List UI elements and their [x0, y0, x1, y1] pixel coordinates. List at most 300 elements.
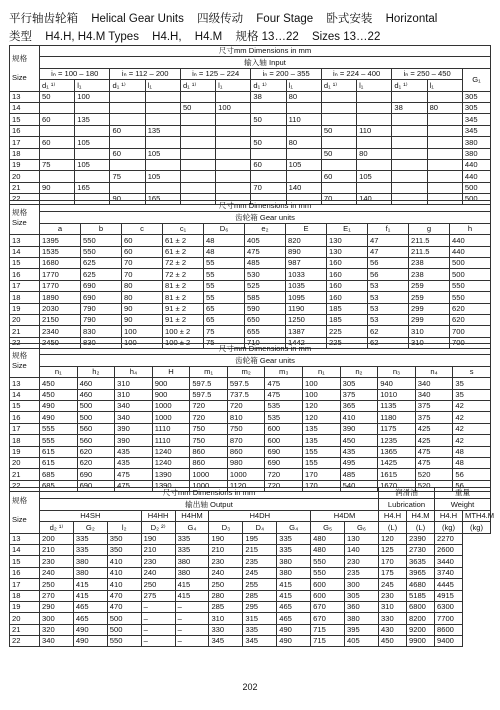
table-cell: 250	[209, 579, 243, 590]
table-cell: 555	[40, 435, 78, 446]
table-row	[10, 280, 491, 291]
table-cell: 80	[427, 102, 462, 113]
table-cell: 430	[379, 624, 407, 635]
table-cell: 17	[10, 137, 40, 148]
section-label: 齿轮箱 Gear units	[40, 355, 491, 366]
table-row	[10, 636, 491, 647]
table-cell: 1250	[286, 314, 327, 325]
table-row	[10, 435, 491, 446]
table-cell	[180, 137, 215, 148]
table-cell: 50	[251, 114, 286, 125]
table-cell: 600	[265, 435, 303, 446]
table-cell: 235	[345, 567, 379, 578]
table-cell: 22	[10, 480, 40, 491]
table-cell: 1035	[286, 280, 327, 291]
table-cell: 285	[209, 601, 243, 612]
table-cell: 550	[107, 636, 141, 647]
table-cell	[110, 91, 145, 102]
table-cell: 405	[345, 636, 379, 647]
column-header: d₁ ¹⁾	[110, 80, 145, 91]
table-cell: 56	[453, 469, 491, 480]
table-cell: 80	[122, 280, 163, 291]
table-cell: 2730	[407, 544, 435, 555]
table-row	[10, 292, 491, 303]
table-cell: 350	[107, 533, 141, 544]
table-cell: 2150	[40, 314, 81, 325]
table-cell: 130	[327, 235, 368, 246]
column-header: l₁	[145, 80, 180, 91]
table-cell: 80	[286, 137, 321, 148]
table-cell	[321, 102, 356, 113]
table-cell: 1010	[378, 389, 416, 400]
table-cell: 1770	[40, 280, 81, 291]
table-cell: 105	[75, 159, 110, 170]
table-cell: 55	[204, 269, 245, 280]
table-cell: 1110	[152, 435, 190, 446]
table-cell: 615	[40, 457, 78, 468]
table-cell	[110, 102, 145, 113]
table-cell	[180, 91, 215, 102]
table-cell	[180, 125, 215, 136]
table-cell: 310	[115, 389, 153, 400]
table-cell	[427, 148, 462, 159]
table-cell: 330	[379, 613, 407, 624]
table-cell: 460	[77, 389, 115, 400]
table-cell: 100	[122, 337, 163, 348]
table-cell: 240	[209, 567, 243, 578]
table-cell: 19	[10, 303, 40, 314]
table-cell: 53	[368, 303, 409, 314]
table-cell: 415	[175, 579, 209, 590]
table-cell: 440	[462, 171, 490, 182]
title-cn: 平行轴齿轮箱	[9, 13, 78, 25]
column-header: G₅	[311, 522, 345, 533]
table-cell	[145, 159, 180, 170]
table-cell: 310	[209, 613, 243, 624]
table-cell: 625	[81, 269, 122, 280]
table-cell: 500	[450, 257, 491, 268]
table-cell: 80	[357, 148, 392, 159]
ratio-range: iₙ = 125 – 224	[180, 68, 250, 79]
table-cell: 305	[462, 102, 490, 113]
table-cell: 1190	[286, 303, 327, 314]
column-header: d₁ ¹⁾	[180, 80, 215, 91]
table-cell: 50	[180, 102, 215, 113]
table-cell: 1240	[152, 446, 190, 457]
table-cell: 490	[73, 624, 107, 635]
table-cell: 14	[10, 544, 40, 555]
table-cell: 310	[409, 326, 450, 337]
table-cell: 81 ± 2	[163, 280, 204, 291]
table-cell	[321, 91, 356, 102]
table-cell: 490	[40, 400, 78, 411]
table-cell: 3965	[407, 567, 435, 578]
table-cell: 47	[368, 246, 409, 257]
table-cell	[357, 182, 392, 193]
table-cell: 53	[368, 314, 409, 325]
table-cell: 50	[321, 125, 356, 136]
table-cell: 120	[303, 400, 341, 411]
table-cell: 1120	[227, 480, 265, 491]
table-cell: 9200	[407, 624, 435, 635]
table-cell: 710	[245, 337, 286, 348]
column-header: n₄	[415, 366, 453, 377]
table-cell	[392, 125, 427, 136]
column-header: d₁ ¹⁾	[251, 80, 286, 91]
table-cell: 890	[286, 246, 327, 257]
table-cell: 53	[368, 280, 409, 291]
table-cell: 48	[204, 235, 245, 246]
table-cell: 860	[190, 446, 228, 457]
table-cell: 310	[379, 601, 407, 612]
table-cell: 240	[40, 567, 74, 578]
table-cell: 38	[392, 102, 427, 113]
table-cell: 600	[311, 590, 345, 601]
table-cell: 830	[81, 337, 122, 348]
table-cell: 211.5	[409, 235, 450, 246]
table-cell: 460	[77, 378, 115, 389]
table-cell: 21	[10, 326, 40, 337]
column-header-row	[10, 522, 491, 533]
table-cell: 535	[265, 412, 303, 423]
table-cell: 100	[303, 378, 341, 389]
table-row	[10, 446, 491, 457]
section-label: 输入轴 Input	[40, 57, 491, 68]
table-cell: 285	[243, 590, 277, 601]
table-cell: 305	[345, 590, 379, 601]
table-cell: 375	[415, 412, 453, 423]
table-cell: 480	[311, 544, 345, 555]
table-cell	[392, 159, 427, 170]
column-header: G₂	[73, 522, 107, 533]
table-body	[10, 91, 491, 205]
column-header: b	[81, 223, 122, 234]
table-cell: 500	[462, 194, 490, 205]
table-cell: 310	[409, 337, 450, 348]
table-cell: 340	[115, 400, 153, 411]
table-cell: –	[141, 636, 175, 647]
table-cell: 3635	[407, 556, 435, 567]
table-cell: 19	[10, 446, 40, 457]
table-cell: 65	[204, 303, 245, 314]
table-cell: 550	[81, 246, 122, 257]
column-header: G₆	[345, 522, 379, 533]
table-row	[10, 246, 491, 257]
table-cell: 20	[10, 613, 40, 624]
table-cell: 170	[303, 469, 341, 480]
table-cell: 615	[40, 446, 78, 457]
table-cell: 670	[311, 613, 345, 624]
table-cell: 80	[286, 91, 321, 102]
table-cell: 485	[245, 257, 286, 268]
table-cell: 18	[10, 435, 40, 446]
table-cell: 100	[122, 326, 163, 337]
table-cell: 550	[450, 280, 491, 291]
table-cell: 520	[415, 480, 453, 491]
table-cell: 5185	[407, 590, 435, 601]
table-row	[10, 469, 491, 480]
table-cell: 870	[227, 435, 265, 446]
table-cell	[392, 137, 427, 148]
table-cell: 435	[340, 446, 378, 457]
table-cell: 100 ± 2	[163, 326, 204, 337]
table-cell: 380	[175, 567, 209, 578]
table-row	[10, 182, 491, 193]
table-cell: 450	[40, 389, 78, 400]
table-cell: 1770	[40, 269, 81, 280]
table-cell	[251, 102, 286, 113]
table-cell	[110, 182, 145, 193]
types-en: H4.H, H4.M Types	[45, 31, 139, 43]
table-cell: 690	[81, 292, 122, 303]
table-cell: 22	[10, 636, 40, 647]
table-cell: 9900	[407, 636, 435, 647]
table-cell: 4445	[435, 579, 463, 590]
table-cell: 1000	[152, 412, 190, 423]
table-cell: 4680	[407, 579, 435, 590]
weight-sub-header: H4.H	[435, 510, 463, 521]
table-cell: 135	[145, 125, 180, 136]
table-body	[10, 235, 491, 349]
lubrication-title-cn: 润滑油	[379, 488, 435, 499]
table-cell: 415	[277, 590, 311, 601]
table-cell: 940	[378, 378, 416, 389]
table-cell: 9400	[435, 636, 463, 647]
table-cell: 465	[73, 613, 107, 624]
table-cell: 1890	[40, 292, 81, 303]
table-cell: 700	[450, 326, 491, 337]
table-cell	[145, 91, 180, 102]
table-cell: 16	[10, 269, 40, 280]
header-line-2	[9, 28, 390, 44]
table-cell: 105	[145, 171, 180, 182]
table-cell: 340	[115, 412, 153, 423]
table-cell: 225	[327, 326, 368, 337]
column-header: c₁	[163, 223, 204, 234]
title-en: Helical Gear Units	[91, 13, 184, 25]
table-cell: 485	[340, 469, 378, 480]
dims-label: 尺寸mm Dimensions in mm	[40, 201, 491, 212]
table-cell: 345	[462, 125, 490, 136]
table-cell: 160	[327, 292, 368, 303]
table-cell: 42	[453, 400, 491, 411]
section-label: 输出轴 Output	[40, 499, 379, 510]
weight-title-cn: 重量	[435, 488, 491, 499]
table-cell	[392, 182, 427, 193]
table-cell: 165	[145, 194, 180, 205]
table-cell: 465	[73, 601, 107, 612]
column-header: e₂	[245, 223, 286, 234]
table-cell: 625	[81, 257, 122, 268]
table-cell: 13	[10, 378, 40, 389]
table-cell: 70	[122, 257, 163, 268]
table-cell: 375	[415, 400, 453, 411]
table-cell: 1387	[286, 326, 327, 337]
table-cell: –	[141, 624, 175, 635]
stage-cn: 四级传动	[197, 13, 244, 25]
table-cell	[216, 148, 251, 159]
column-header: d₁ ¹⁾	[321, 80, 356, 91]
table-cell: 440	[450, 246, 491, 257]
table-cell: 1390	[152, 480, 190, 491]
table-cell: 110	[357, 125, 392, 136]
table-cell: 470	[107, 590, 141, 601]
table-cell	[216, 159, 251, 170]
table-cell: 130	[327, 246, 368, 257]
table-cell: 475	[265, 378, 303, 389]
table-cell: 35	[453, 389, 491, 400]
table-cell	[75, 102, 110, 113]
column-header: n₂	[340, 366, 378, 377]
table-cell: 620	[450, 303, 491, 314]
type-m: H4.M	[194, 31, 223, 43]
size-en: Sizes 13…22	[311, 31, 381, 43]
table-cell: 335	[277, 544, 311, 555]
table-cell: 655	[245, 326, 286, 337]
table-row	[10, 269, 491, 280]
table-cell: 100	[303, 389, 341, 400]
table-cell: 425	[415, 435, 453, 446]
table-row	[10, 544, 491, 555]
column-header: l₁	[427, 80, 462, 91]
table-row	[10, 412, 491, 423]
table-cell: 335	[175, 533, 209, 544]
table-cell: 450	[40, 378, 78, 389]
table-row	[10, 579, 491, 590]
table-cell: 380	[277, 556, 311, 567]
table-cell: 295	[243, 601, 277, 612]
table-cell: 110	[286, 114, 321, 125]
column-header: n₁	[303, 366, 341, 377]
table-cell: 90	[40, 182, 75, 193]
table-cell: 48	[204, 246, 245, 257]
table-cell: 550	[81, 235, 122, 246]
table-cell: 80	[122, 292, 163, 303]
table-cell: 280	[209, 590, 243, 601]
column-header-row	[10, 223, 491, 234]
mount-cn: 卧式安装	[326, 13, 373, 25]
table-cell: 13	[10, 91, 40, 102]
table-cell: 330	[209, 624, 243, 635]
table-cell: 475	[415, 457, 453, 468]
column-header: m₃	[265, 366, 303, 377]
table-cell: 17	[10, 579, 40, 590]
table-cell: 500	[107, 624, 141, 635]
table-cell: –	[141, 601, 175, 612]
table-cell: 380	[73, 567, 107, 578]
table-cell: 61 ± 2	[163, 235, 204, 246]
table-cell: 830	[81, 326, 122, 337]
table-cell	[40, 148, 75, 159]
table-cell: 14	[10, 102, 40, 113]
table-cell	[357, 91, 392, 102]
g1-header: G₁	[462, 68, 490, 91]
table-cell: 720	[227, 400, 265, 411]
table-cell: 395	[345, 624, 379, 635]
table-row	[10, 601, 491, 612]
column-header: n₃	[378, 366, 416, 377]
table-cell: –	[175, 636, 209, 647]
table-cell: 56	[368, 257, 409, 268]
table-cell: 245	[379, 579, 407, 590]
variant-label: H4DM	[311, 510, 379, 521]
table-cell: 620	[77, 457, 115, 468]
table-cell: 500	[462, 182, 490, 193]
table-cell	[145, 102, 180, 113]
table-cell	[216, 125, 251, 136]
column-header: G₄	[277, 522, 311, 533]
table-cell: 305	[462, 91, 490, 102]
table-cell: 1000	[190, 480, 228, 491]
table-cell: 590	[245, 303, 286, 314]
table-cell	[392, 171, 427, 182]
table-cell: 715	[311, 636, 345, 647]
table-cell: 1240	[152, 457, 190, 468]
table-cell: 1175	[378, 423, 416, 434]
table-cell: 2600	[435, 544, 463, 555]
column-header: H	[152, 366, 190, 377]
table-cell: 91 ± 2	[163, 314, 204, 325]
table-cell: 440	[450, 235, 491, 246]
column-header: m₂	[227, 366, 265, 377]
table-cell: 60	[110, 125, 145, 136]
table-cell: 210	[40, 544, 74, 555]
table-cell	[427, 182, 462, 193]
table-cell: 1135	[378, 400, 416, 411]
column-header: m₁	[190, 366, 228, 377]
table-cell: 560	[77, 423, 115, 434]
table-cell	[216, 182, 251, 193]
column-header: h₂	[77, 366, 115, 377]
table-cell	[321, 137, 356, 148]
table-cell: 465	[277, 601, 311, 612]
table-cell: 48	[453, 457, 491, 468]
column-header: h	[450, 223, 491, 234]
table-cell: 16	[10, 412, 40, 423]
table-cell: 480	[311, 533, 345, 544]
table-cell: 335	[73, 544, 107, 555]
table-row	[10, 613, 491, 624]
table-cell	[40, 171, 75, 182]
table-cell: 250	[40, 579, 74, 590]
gear-units-table-a	[9, 200, 491, 349]
table-cell: 53	[368, 292, 409, 303]
table-cell: 259	[409, 292, 450, 303]
table-cell: 8200	[407, 613, 435, 624]
input-shaft-table	[9, 45, 491, 205]
table-cell: 597.5	[190, 378, 228, 389]
table-cell: 200	[40, 533, 74, 544]
column-header: E	[286, 223, 327, 234]
table-cell: 335	[175, 544, 209, 555]
table-cell: 55	[204, 292, 245, 303]
table-cell	[392, 148, 427, 159]
column-header: D₆	[204, 223, 245, 234]
table-cell: 1365	[378, 446, 416, 457]
table-cell	[251, 148, 286, 159]
table-cell: 170	[303, 480, 341, 491]
table-cell: 18	[10, 590, 40, 601]
table-cell: 345	[462, 114, 490, 125]
variant-label: H4SH	[40, 510, 142, 521]
table-cell	[427, 91, 462, 102]
table-cell: 2270	[435, 533, 463, 544]
table-cell	[180, 171, 215, 182]
table-cell: 21	[10, 182, 40, 193]
table-cell: 18	[10, 292, 40, 303]
table-cell: 390	[115, 423, 153, 434]
table-cell: 299	[409, 314, 450, 325]
